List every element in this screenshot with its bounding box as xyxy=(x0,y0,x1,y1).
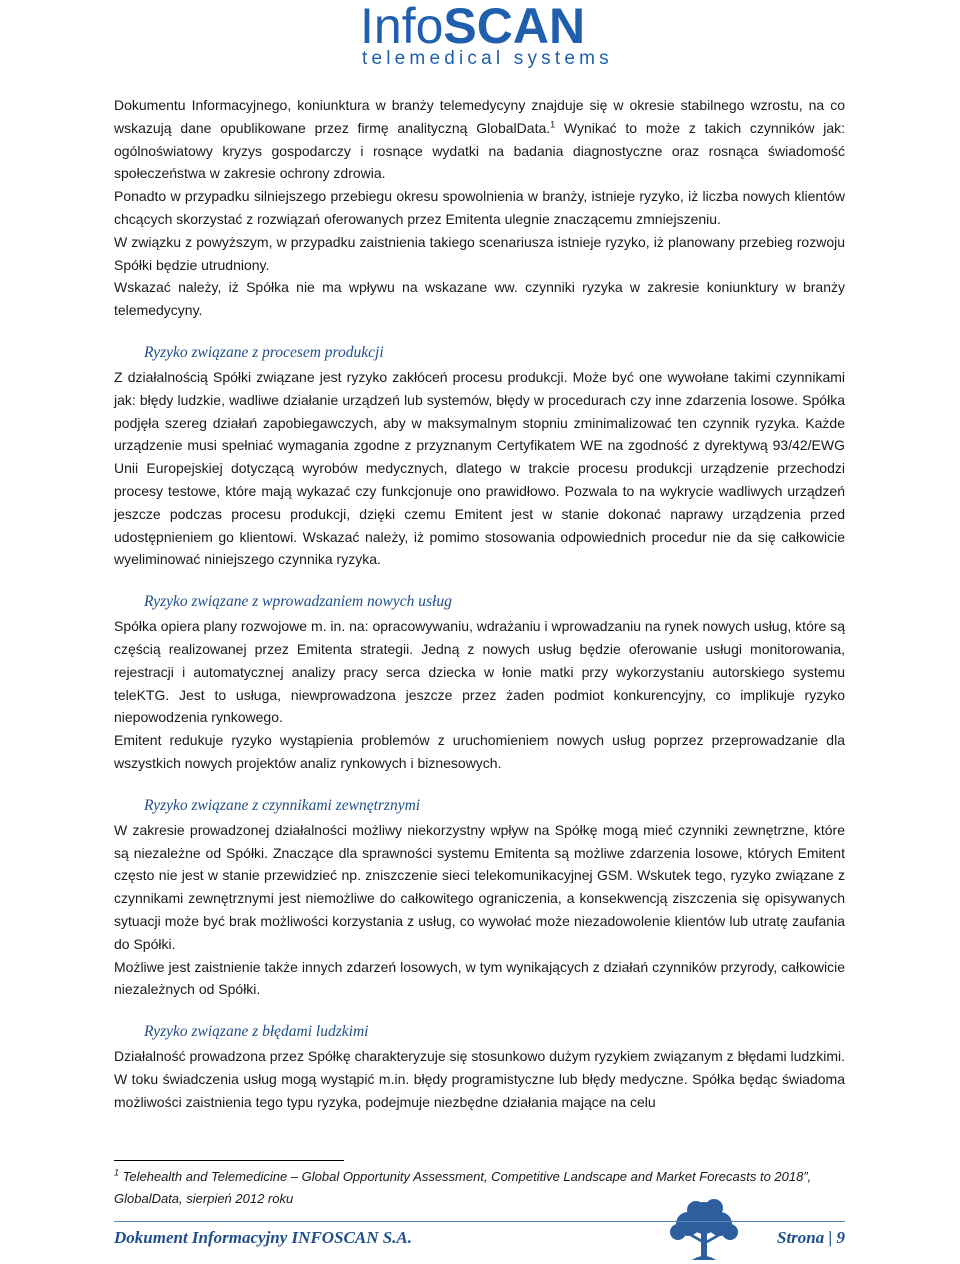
page-separator: | xyxy=(828,1228,833,1247)
intro-text-1b: Wynikać to może z takich czynników jak: ogólnoświatowy kryzys gospodarczy i rosnące wydatki na badania diagnostyczne oraz rosnąca świadomość społeczeństwa w zakresie ochrony zdrowia. xyxy=(114,119,845,182)
footnote-number: 1 xyxy=(114,1167,120,1178)
section-heading-new-services: Ryzyko związane z wprowadzaniem nowych usług xyxy=(144,593,452,611)
footnote-separator xyxy=(114,1160,344,1161)
page-label: Strona xyxy=(777,1228,825,1247)
section-paragraph: Z działalnością Spółki związane jest ryzyko zakłóceń procesu produkcji. Może być one wywołane takimi czynnikami jak: błędy ludzkie, wadliwe działanie urządzeń lub systemów, błędy w procedurach czy inne zdarzenia losowe. Spółka podjęła szereg działań zapobiegawczych, aby w maksymalnym stopniu zminimalizować ten czynnik ryzyka. Każde urządzenie musi spełniać wymagania zgodne z przyznanym Certyfikatem WE na zgodność z dyrektywą 93/42/EWG Unii Europejskiej dotyczącą wyrobów medycznych, dlatego w trakcie procesu produkcji urządzenie przechodzi procesy testowe, które mają wykazać czy funkcjonuje ono prawidłowo. Pozwala to na wykrycie wadliwych urządzeń jeszcze podczas procesu produkcji, dzięki czemu Emitent jest w stanie dokonać naprawy urządzenia przed udostępnieniem go klientowi. Wskazać należy, iż pomimo stosowania odpowiednich procedur nie da się całkowicie wyeliminować niniejszego czynnika ryzyka. xyxy=(114,368,845,568)
section-paragraph: Działalność prowadzona przez Spółkę charakteryzuje się stosunkowo dużym ryzykiem związanym z błędami ludzkimi. W toku świadczenia usług mogą wystąpić m.in. błędy programistyczne lub błędy medyczne. Spółka będąc świadoma możliwości zaistnienia tego typu ryzyka, podejmuje niezbędne działania mające na celu xyxy=(114,1048,845,1110)
footer-document-title: Dokument Informacyjny INFOSCAN S.A. xyxy=(114,1228,413,1247)
document-body xyxy=(114,94,845,1113)
infoscan-logo xyxy=(360,0,585,52)
intro-paragraph-3: W związku z powyższym, w przypadku zaistnienia takiego scenariusza istnieje ryzyko, iż planowany przebieg rozwoju Spółki będzie utrudniony. xyxy=(114,233,845,273)
section-paragraph: Możliwe jest zaistnienie także innych zdarzeń losowych, w tym wynikających z działań czynników przyrody, całkowicie niezależnych od Spółki. xyxy=(114,958,845,998)
logo-subtitle: telemedical systems xyxy=(362,48,613,69)
footnote-text: Telehealth and Telemedicine – Global Opportunity Assessment, Competitive Landscape and Market Forecasts to 2018”, GlobalData, sierpień 2012 roku xyxy=(114,1169,812,1206)
logo-info-text: Info xyxy=(360,0,444,54)
intro-paragraph-4: Wskazać należy, iż Spółka nie ma wpływu na wskazane ww. czynniki ryzyka w zakresie koniunktury w branży telemedycyny. xyxy=(114,279,845,319)
section-paragraph: Spółka opiera plany rozwojowe m. in. na: opracowywaniu, wdrażaniu i wprowadzaniu na rynek nowych usług, które są częścią realizowanej przez Emitenta strategii. Jedną z nowych usług będzie oferowanie usługi monitorowania, rejestracji i automatycznej analizy pracy serca dziecka w łonie matki przy wykorzystaniu autorskiego systemu teleKTG. Jest to usługa, niewprowadzona jeszcze przez żaden podmiot konkurencyjny, co implikuje ryzyko niepowodzenia rynkowego. xyxy=(114,618,845,726)
footnote-ref: 1 xyxy=(550,119,556,130)
section-heading-external-factors: Ryzyko związane z czynnikami zewnętrznymi xyxy=(144,796,421,814)
intro-paragraph-2: Ponadto w przypadku silniejszego przebiegu okresu spowolnienia w branży, istnieje ryzyko, iż liczba nowych klientów chcących skorzystać z rozwiązań oferowanych przez Emitenta ulegnie znaczącemu zmniejszeniu. xyxy=(114,188,845,227)
intro-paragraph-1 xyxy=(114,94,845,185)
section-heading-production: Ryzyko związane z procesem produkcji xyxy=(144,343,384,361)
section-heading-human-errors: Ryzyko związane z błędami ludzkimi xyxy=(144,1023,369,1041)
page-number: 9 xyxy=(836,1228,845,1247)
footer-page-number xyxy=(777,1226,845,1250)
tree-logo-icon xyxy=(664,1196,744,1262)
intro-text-1a: Dokumentu Informacyjnego, koniunktura w branży telemedycyny znajduje się w okresie stabilnego wzrostu, na co wskazują dane opublikowane przez firmę analityczną GlobalData. xyxy=(114,97,845,136)
footer-rule xyxy=(114,1221,845,1222)
logo-scan-text: SCAN xyxy=(443,0,586,54)
section-paragraph: Emitent redukuje ryzyko wystąpienia problemów z uruchomieniem nowych usług poprzez przeprowadzanie dla wszystkich nowych projektów analiz rynkowych i biznesowych. xyxy=(114,732,845,771)
section-paragraph: W zakresie prowadzonej działalności możliwy niekorzystny wpływ na Spółkę mogą mieć czynniki zewnętrzne, które są niezależne od Spółki. Znaczące dla sprawności systemu Emitenta są możliwe zdarzenia losowe, których Emitent często nie jest w stanie przewidzieć np. zniszczenie sieci telekomunikacyjnej GSM. Wskutek tego, ryzyko związane z czynnikami zewnętrznymi jest niemożliwe do całkowitego ograniczenia, a konsekwencją ziszczenia się opisywanych sytuacji może być brak możliwości korzystania z usług, co wywołać może niezadowolenie klientów lub utratę zaufania do Spółki. xyxy=(114,821,845,952)
page-header xyxy=(0,0,960,80)
